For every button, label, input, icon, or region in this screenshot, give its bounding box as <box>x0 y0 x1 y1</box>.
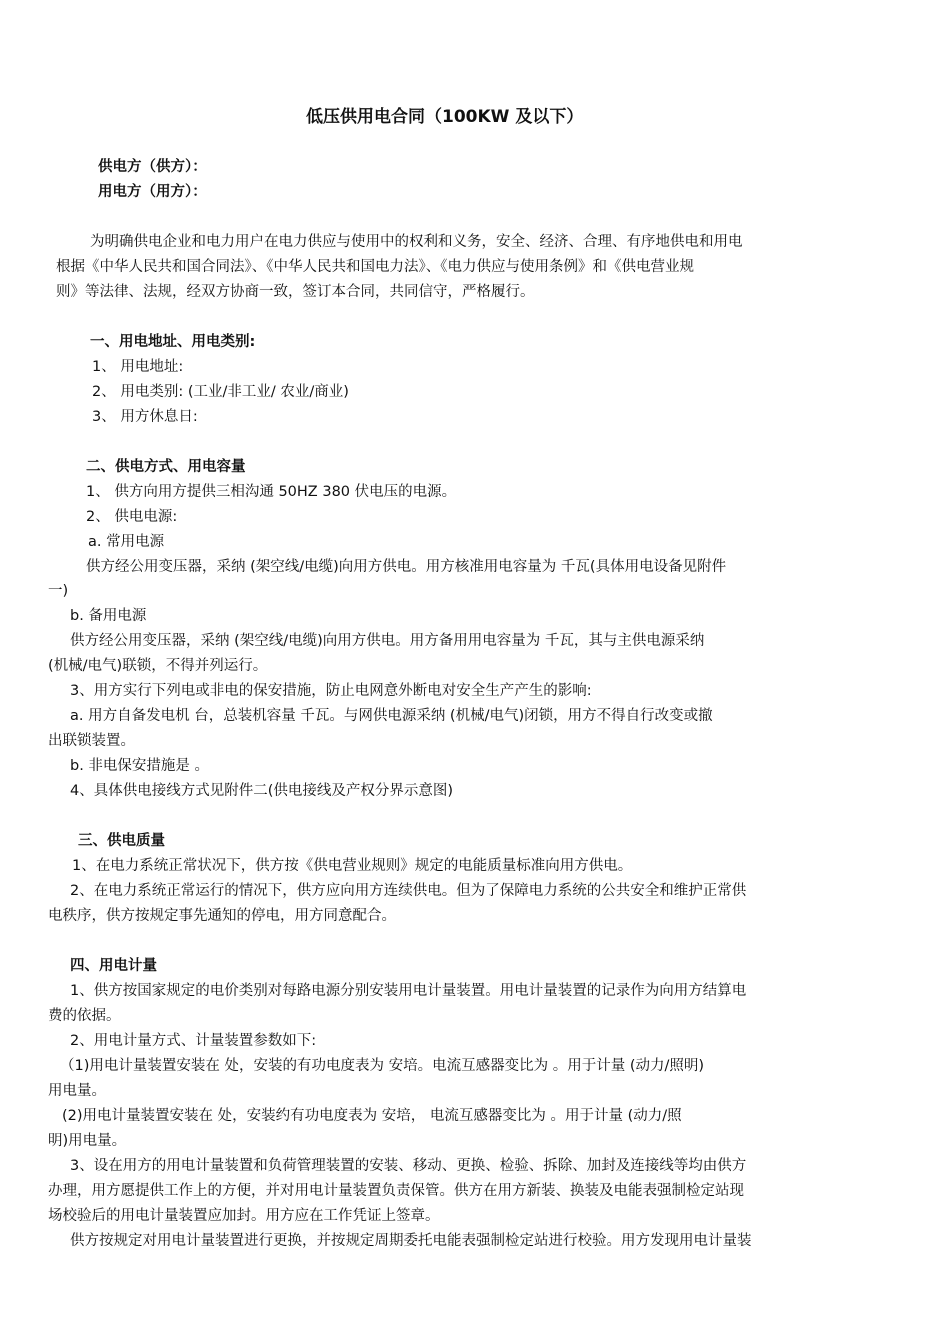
text-line: 2、用电计量方式、计量装置参数如下: <box>70 1033 317 1049</box>
text-line: 一) <box>48 583 69 599</box>
list-item: 1、 用电地址: <box>92 359 184 375</box>
text-line: (2)用电计量装置安装在 处，安装约有功电度表为 安培， 电流互感器变比为 。用于计量 (动力/照 <box>62 1108 682 1124</box>
text-line: 用电量。 <box>48 1083 106 1099</box>
text-line: 3、设在用方的用电计量装置和负荷管理装置的安装、移动、更换、检验、拆除、加封及连接线等均由供方 <box>70 1158 747 1174</box>
text-line: 场校验后的用电计量装置应加封。用方应在工作凭证上签章。 <box>48 1208 440 1224</box>
intro-line: 则》等法律、法规，经双方协商一致，签订本合同，共同信守，严格履行。 <box>56 284 535 300</box>
text-line: （1)用电计量装置安装在 处，安装的有功电度表为 安培。电流互感器变比为 。用于计量 (动力/照明) <box>60 1058 705 1074</box>
intro-line: 为明确供电企业和电力用户在电力供应与使用中的权利和义务，安全、经济、合理、有序地供电和用电 <box>90 234 743 250</box>
text-line: 供方经公用变压器，采纳 (架空线/电缆)向用方供电。用方核准用电容量为 千瓦(具体用电设备见附件 <box>86 559 727 575</box>
list-item: 2、 用电类别: (工业/非工业/ 农业/商业) <box>92 384 349 400</box>
text-line: a. 用方自备发电机 台，总装机容量 千瓦。与网供电源采纳 (机械/电气)闭锁，用方不得自行改变或撤 <box>70 708 713 724</box>
text-line: 1、 供方向用方提供三相沟通 50HZ 380 伏电压的电源。 <box>86 484 457 500</box>
text-line: 办理，用方愿提供工作上的方便，并对用电计量装置负责保管。供方在用方新装、换装及电能表强制检定站现 <box>48 1183 744 1199</box>
text-line: b. 备用电源 <box>70 608 147 624</box>
section-heading-2: 二、供电方式、用电容量 <box>86 459 246 475</box>
text-line: 明)用电量。 <box>48 1133 127 1149</box>
intro-line: 根据《中华人民共和国合同法》、《中华人民共和国电力法》、《电力供应与使用条例》和《供电营业规 <box>56 259 694 275</box>
text-line: 2、 供电电源: <box>86 509 178 525</box>
text-line: (机械/电气)联锁，不得并列运行。 <box>48 658 268 674</box>
text-line: 4、具体供电接线方式见附件二(供电接线及产权分界示意图) <box>70 783 454 799</box>
text-line: 1、供方按国家规定的电价类别对每路电源分别安装用电计量装置。用电计量装置的记录作为向用方结算电 <box>70 983 747 999</box>
text-line: 2、在电力系统正常运行的情况下，供方应向用方连续供电。但为了保障电力系统的公共安全和维护正常供 <box>70 883 747 899</box>
text-line: a. 常用电源 <box>88 534 165 550</box>
text-line: 供方经公用变压器，采纳 (架空线/电缆)向用方供电。用方备用用电容量为 千瓦，其与主供电源采纳 <box>70 633 705 649</box>
text-line: 1、在电力系统正常状况下，供方按《供电营业规则》规定的电能质量标准向用方供电。 <box>72 858 633 874</box>
text-line: 费的依据。 <box>48 1008 121 1024</box>
section-heading-3: 三、供电质量 <box>78 833 165 849</box>
text-line: 3、用方实行下列电或非电的保安措施，防止电网意外断电对安全生产产生的影响: <box>70 683 592 699</box>
text-line: 供方按规定对用电计量装置进行更换，并按规定周期委托电能表强制检定站进行校验。用方发现用电计量装 <box>70 1233 752 1249</box>
text-line: b. 非电保安措施是 。 <box>70 758 210 774</box>
section-heading-4: 四、用电计量 <box>70 958 157 974</box>
user-party: 用电方（用方）： <box>98 184 207 200</box>
text-line: 电秩序，供方按规定事先通知的停电，用方同意配合。 <box>48 908 396 924</box>
supplier-party: 供电方（供方）： <box>98 159 207 175</box>
document-title: 低压供用电合同（100KW 及以下） <box>306 107 584 127</box>
section-heading-1: 一、用电地址、用电类别: <box>90 334 256 350</box>
list-item: 3、 用方休息日: <box>92 409 198 425</box>
text-line: 出联锁装置。 <box>48 733 135 749</box>
